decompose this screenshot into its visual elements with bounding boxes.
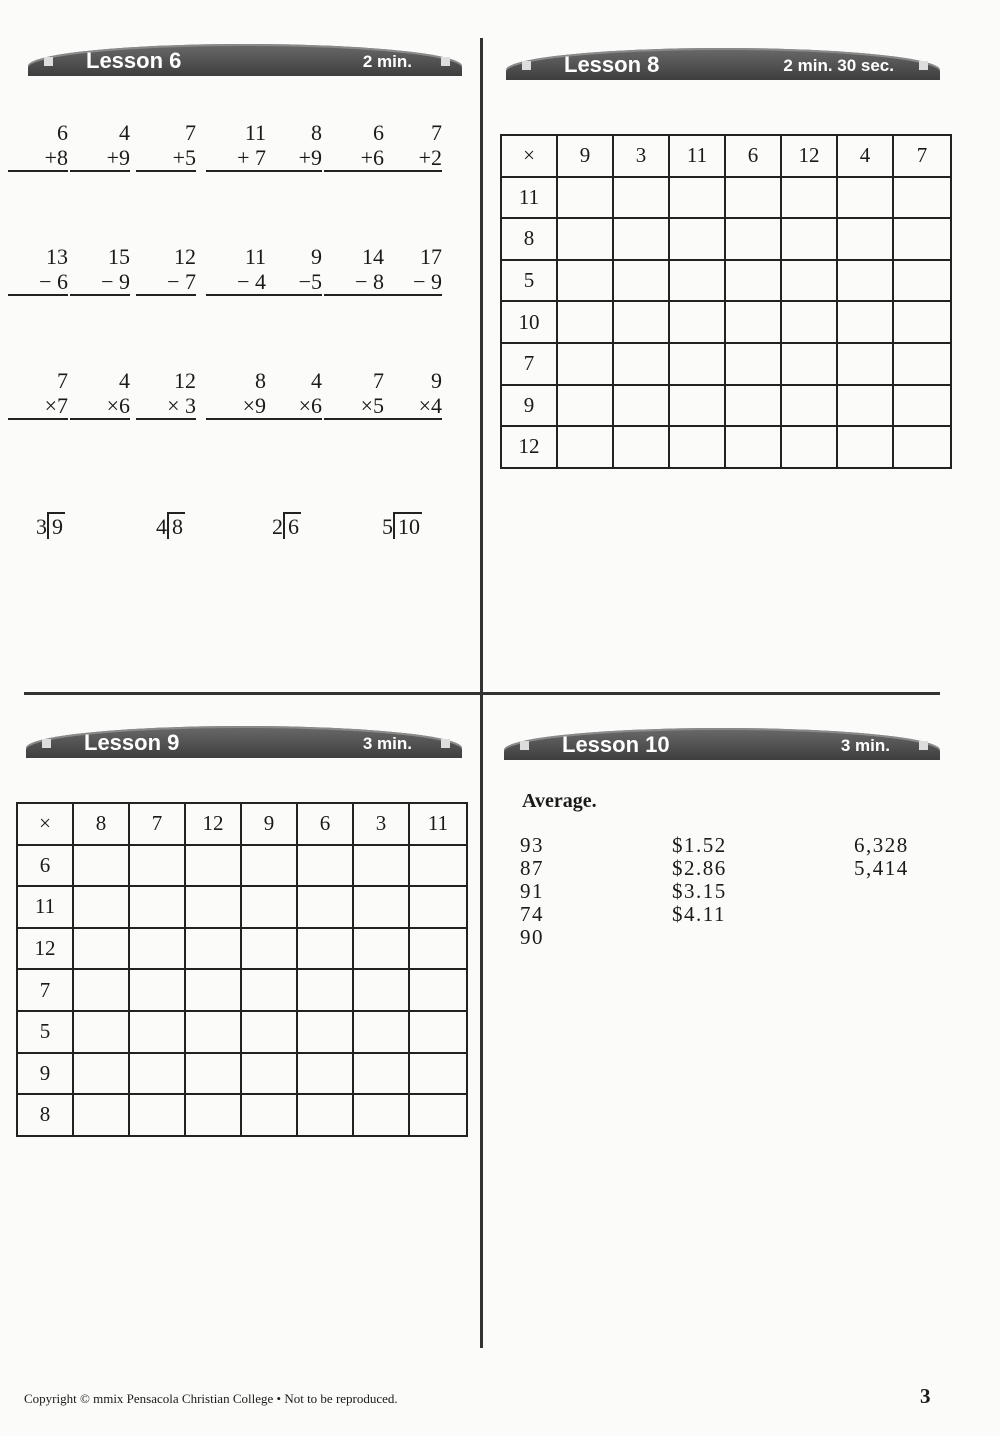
time-limit: 3 min. — [362, 734, 412, 753]
row-factor-cell: 12 — [501, 426, 557, 468]
problem-bottom-number: +8 — [8, 145, 68, 172]
column-factor-cell: 3 — [353, 803, 409, 845]
problem-bottom-number: + 7 — [206, 145, 266, 172]
answer-cell[interactable] — [893, 218, 951, 260]
addition-problem — [8, 120, 68, 172]
subtraction-problem — [136, 244, 196, 296]
column-factor-cell: 8 — [73, 803, 129, 845]
answer-cell[interactable] — [781, 385, 837, 427]
problem-top-number: 9 — [311, 244, 322, 269]
answer-cell[interactable] — [837, 343, 893, 385]
problem-bottom-number: −5 — [262, 269, 322, 296]
answer-cell[interactable] — [669, 177, 725, 219]
problem-top-number: 7 — [373, 368, 384, 393]
problem-top-number: 4 — [311, 368, 322, 393]
problem-bottom-number: − 8 — [324, 269, 384, 296]
grid-header-row — [17, 803, 467, 845]
problem-bottom-number: − 4 — [206, 269, 266, 296]
answer-cell[interactable] — [353, 1011, 409, 1053]
answer-cell[interactable] — [893, 177, 951, 219]
multiplication-problem — [136, 368, 196, 420]
answer-cell[interactable] — [669, 343, 725, 385]
answer-cell[interactable] — [409, 1053, 467, 1095]
problem-bottom-number: +5 — [136, 145, 196, 172]
multiplication-problem — [262, 368, 322, 420]
average-instruction: Average. — [522, 790, 597, 812]
row-factor-cell: 5 — [501, 260, 557, 302]
problem-top-number: 14 — [362, 244, 384, 269]
average-value: 6,328 — [854, 833, 909, 857]
column-factor-cell: 12 — [185, 803, 241, 845]
answer-cell[interactable] — [781, 301, 837, 343]
answer-cell[interactable] — [613, 426, 669, 468]
problem-top-number: 15 — [108, 244, 130, 269]
dividend: 8 — [167, 512, 185, 539]
row-factor-cell: 8 — [17, 1094, 73, 1136]
answer-cell[interactable] — [73, 969, 129, 1011]
problem-top-number: 8 — [255, 368, 266, 393]
row-factor-cell: 11 — [501, 177, 557, 219]
answer-cell[interactable] — [129, 886, 185, 928]
answer-cell[interactable] — [725, 177, 781, 219]
problem-top-number: 13 — [46, 244, 68, 269]
answer-cell[interactable] — [893, 343, 951, 385]
answer-cell[interactable] — [613, 260, 669, 302]
row-factor-cell: 7 — [17, 969, 73, 1011]
problem-top-number: 6 — [57, 120, 68, 145]
answer-cell[interactable] — [129, 928, 185, 970]
subtraction-problem — [70, 244, 130, 296]
answer-cell[interactable] — [781, 426, 837, 468]
answer-cell[interactable] — [613, 301, 669, 343]
answer-cell[interactable] — [557, 260, 613, 302]
average-set-3 — [854, 834, 909, 880]
answer-cell[interactable] — [185, 969, 241, 1011]
division-problem — [272, 514, 301, 540]
division-problem — [156, 514, 185, 540]
addition-problem — [262, 120, 322, 172]
grid-row — [17, 1053, 467, 1095]
answer-cell[interactable] — [669, 385, 725, 427]
subtraction-problem — [262, 244, 322, 296]
problem-top-number: 6 — [373, 120, 384, 145]
problem-bottom-number: +6 — [324, 145, 384, 172]
subtraction-problem — [206, 244, 266, 296]
column-factor-cell: 12 — [781, 135, 837, 177]
problem-bottom-number: +2 — [382, 145, 442, 172]
problem-bottom-number: − 7 — [136, 269, 196, 296]
lesson-8-banner — [506, 48, 940, 80]
row-factor-cell: 7 — [501, 343, 557, 385]
problem-top-number: 4 — [119, 120, 130, 145]
answer-cell[interactable] — [297, 886, 353, 928]
answer-cell[interactable] — [353, 886, 409, 928]
answer-cell[interactable] — [893, 385, 951, 427]
lesson-8-multiplication-grid — [500, 134, 952, 469]
average-value: 93 — [520, 833, 544, 857]
average-set-2 — [672, 834, 727, 926]
answer-cell[interactable] — [781, 177, 837, 219]
average-value: 5,414 — [854, 856, 909, 880]
square-bullet-icon — [44, 57, 53, 66]
answer-cell[interactable] — [185, 886, 241, 928]
square-bullet-icon — [919, 741, 928, 750]
answer-cell[interactable] — [837, 218, 893, 260]
addition-problem — [206, 120, 266, 172]
answer-cell[interactable] — [781, 218, 837, 260]
grid-row — [17, 845, 467, 887]
dividend: 9 — [47, 512, 65, 539]
problem-bottom-number: ×5 — [324, 393, 384, 420]
answer-cell[interactable] — [837, 177, 893, 219]
time-limit: 2 min. 30 sec. — [783, 56, 894, 75]
square-bullet-icon — [520, 741, 529, 750]
answer-cell[interactable] — [129, 969, 185, 1011]
answer-cell[interactable] — [409, 928, 467, 970]
problem-bottom-number: − 6 — [8, 269, 68, 296]
problem-top-number: 7 — [57, 368, 68, 393]
problem-top-number: 17 — [420, 244, 442, 269]
answer-cell[interactable] — [613, 343, 669, 385]
average-value: $1.52 — [672, 833, 727, 857]
answer-cell[interactable] — [669, 260, 725, 302]
column-factor-cell: 11 — [669, 135, 725, 177]
answer-cell[interactable] — [353, 969, 409, 1011]
answer-cell[interactable] — [409, 969, 467, 1011]
answer-cell[interactable] — [185, 1053, 241, 1095]
answer-cell[interactable] — [353, 845, 409, 887]
grid-row — [501, 426, 951, 468]
answer-cell[interactable] — [781, 260, 837, 302]
subtraction-problem — [324, 244, 384, 296]
times-sign-cell: × — [17, 803, 73, 845]
answer-cell[interactable] — [297, 1053, 353, 1095]
row-factor-cell: 9 — [17, 1053, 73, 1095]
answer-cell[interactable] — [129, 1011, 185, 1053]
problem-bottom-number: ×6 — [262, 393, 322, 420]
column-factor-cell: 6 — [725, 135, 781, 177]
divisor: 3 — [36, 514, 47, 539]
answer-cell[interactable] — [353, 1094, 409, 1136]
problem-top-number: 4 — [119, 368, 130, 393]
subtraction-problem — [8, 244, 68, 296]
answer-cell[interactable] — [297, 845, 353, 887]
column-factor-cell: 9 — [557, 135, 613, 177]
grid-row — [17, 886, 467, 928]
time-limit: 2 min. — [362, 52, 412, 71]
page-number: 3 — [920, 1384, 931, 1408]
answer-cell[interactable] — [837, 301, 893, 343]
average-value: 91 — [520, 879, 544, 903]
answer-cell[interactable] — [557, 343, 613, 385]
answer-cell[interactable] — [557, 426, 613, 468]
problem-bottom-number: − 9 — [70, 269, 130, 296]
answer-cell[interactable] — [725, 301, 781, 343]
row-factor-cell: 12 — [17, 928, 73, 970]
time-limit: 3 min. — [840, 736, 890, 755]
square-bullet-icon — [522, 61, 531, 70]
multiplication-problem — [206, 368, 266, 420]
problem-top-number: 11 — [244, 244, 266, 269]
column-factor-cell: 6 — [297, 803, 353, 845]
row-factor-cell: 5 — [17, 1011, 73, 1053]
multiplication-problem — [70, 368, 130, 420]
answer-cell[interactable] — [557, 301, 613, 343]
answer-cell[interactable] — [185, 928, 241, 970]
problem-bottom-number: ×6 — [70, 393, 130, 420]
answer-cell[interactable] — [409, 845, 467, 887]
answer-cell[interactable] — [893, 260, 951, 302]
addition-problem — [136, 120, 196, 172]
lesson-title: Lesson 10 — [562, 732, 670, 757]
average-value: 87 — [520, 856, 544, 880]
row-factor-cell: 8 — [501, 218, 557, 260]
answer-cell[interactable] — [893, 301, 951, 343]
answer-cell[interactable] — [73, 1053, 129, 1095]
column-factor-cell: 9 — [241, 803, 297, 845]
average-value: 90 — [520, 925, 544, 949]
square-bullet-icon — [42, 739, 51, 748]
lesson-title: Lesson 8 — [564, 52, 660, 77]
addition-problem — [382, 120, 442, 172]
column-factor-cell: 4 — [837, 135, 893, 177]
answer-cell[interactable] — [297, 1094, 353, 1136]
grid-row — [501, 218, 951, 260]
answer-cell[interactable] — [725, 343, 781, 385]
horizontal-divider — [24, 692, 940, 695]
dividend: 6 — [283, 512, 301, 539]
dividend: 10 — [393, 512, 422, 539]
answer-cell[interactable] — [73, 1094, 129, 1136]
answer-cell[interactable] — [781, 343, 837, 385]
column-factor-cell: 7 — [129, 803, 185, 845]
answer-cell[interactable] — [725, 260, 781, 302]
row-factor-cell: 9 — [501, 385, 557, 427]
problem-bottom-number: +9 — [70, 145, 130, 172]
answer-cell[interactable] — [837, 260, 893, 302]
lesson-6-banner — [28, 44, 462, 76]
copyright-notice: Copyright © mmix Pensacola Christian College • Not to be reproduced. — [24, 1391, 398, 1406]
answer-cell[interactable] — [129, 1053, 185, 1095]
problem-top-number: 7 — [185, 120, 196, 145]
square-bullet-icon — [441, 739, 450, 748]
problem-top-number: 8 — [311, 120, 322, 145]
grid-row — [17, 928, 467, 970]
answer-cell[interactable] — [129, 1094, 185, 1136]
divisor: 4 — [156, 514, 167, 539]
column-factor-cell: 7 — [893, 135, 951, 177]
answer-cell[interactable] — [73, 928, 129, 970]
answer-cell[interactable] — [613, 218, 669, 260]
problem-bottom-number: ×7 — [8, 393, 68, 420]
addition-problem — [324, 120, 384, 172]
answer-cell[interactable] — [241, 969, 297, 1011]
multiplication-problem — [324, 368, 384, 420]
answer-cell[interactable] — [613, 385, 669, 427]
answer-cell[interactable] — [73, 1011, 129, 1053]
average-value: $4.11 — [672, 902, 726, 926]
answer-cell[interactable] — [185, 1094, 241, 1136]
answer-cell[interactable] — [409, 1094, 467, 1136]
problem-top-number: 7 — [431, 120, 442, 145]
answer-cell[interactable] — [669, 218, 725, 260]
lesson-10-banner — [504, 728, 940, 760]
square-bullet-icon — [441, 57, 450, 66]
answer-cell[interactable] — [725, 385, 781, 427]
division-problem — [382, 514, 422, 540]
answer-cell[interactable] — [185, 1011, 241, 1053]
answer-cell[interactable] — [409, 1011, 467, 1053]
answer-cell[interactable] — [669, 301, 725, 343]
divisor: 2 — [272, 514, 283, 539]
average-set-1 — [520, 834, 544, 949]
multiplication-problem — [8, 368, 68, 420]
problem-bottom-number: ×4 — [382, 393, 442, 420]
column-factor-cell: 11 — [409, 803, 467, 845]
answer-cell[interactable] — [241, 1094, 297, 1136]
answer-cell[interactable] — [297, 969, 353, 1011]
answer-cell[interactable] — [725, 218, 781, 260]
average-value: $3.15 — [672, 879, 727, 903]
answer-cell[interactable] — [353, 928, 409, 970]
answer-cell[interactable] — [557, 218, 613, 260]
problem-top-number: 12 — [174, 368, 196, 393]
problem-top-number: 12 — [174, 244, 196, 269]
grid-row — [501, 343, 951, 385]
problem-bottom-number: ×9 — [206, 393, 266, 420]
answer-cell[interactable] — [241, 845, 297, 887]
column-factor-cell: 3 — [613, 135, 669, 177]
problem-bottom-number: − 9 — [382, 269, 442, 296]
row-factor-cell: 10 — [501, 301, 557, 343]
answer-cell[interactable] — [725, 426, 781, 468]
problem-bottom-number: × 3 — [136, 393, 196, 420]
answer-cell[interactable] — [557, 177, 613, 219]
answer-cell[interactable] — [297, 928, 353, 970]
answer-cell[interactable] — [893, 426, 951, 468]
answer-cell[interactable] — [613, 177, 669, 219]
average-value: $2.86 — [672, 856, 727, 880]
answer-cell[interactable] — [241, 1053, 297, 1095]
grid-header-row — [501, 135, 951, 177]
answer-cell[interactable] — [837, 385, 893, 427]
row-factor-cell: 6 — [17, 845, 73, 887]
problem-top-number: 9 — [431, 368, 442, 393]
answer-cell[interactable] — [669, 426, 725, 468]
answer-cell[interactable] — [241, 1011, 297, 1053]
lesson-title: Lesson 6 — [86, 48, 182, 73]
square-bullet-icon — [919, 61, 928, 70]
answer-cell[interactable] — [353, 1053, 409, 1095]
grid-row — [17, 1011, 467, 1053]
answer-cell[interactable] — [129, 845, 185, 887]
answer-cell[interactable] — [73, 845, 129, 887]
grid-row — [501, 260, 951, 302]
divisor: 5 — [382, 514, 393, 539]
answer-cell[interactable] — [557, 385, 613, 427]
average-value: 74 — [520, 902, 544, 926]
grid-row — [501, 177, 951, 219]
answer-cell[interactable] — [297, 1011, 353, 1053]
answer-cell[interactable] — [409, 886, 467, 928]
lesson-9-multiplication-grid — [16, 802, 468, 1137]
grid-row — [17, 1094, 467, 1136]
row-factor-cell: 11 — [17, 886, 73, 928]
lesson-title: Lesson 9 — [84, 730, 180, 755]
answer-cell[interactable] — [241, 886, 297, 928]
problem-top-number: 11 — [244, 120, 266, 145]
answer-cell[interactable] — [185, 845, 241, 887]
grid-row — [501, 301, 951, 343]
grid-row — [501, 385, 951, 427]
division-problem — [36, 514, 65, 540]
answer-cell[interactable] — [837, 426, 893, 468]
grid-row — [17, 969, 467, 1011]
lesson-9-banner — [26, 726, 462, 758]
times-sign-cell: × — [501, 135, 557, 177]
answer-cell[interactable] — [73, 886, 129, 928]
answer-cell[interactable] — [241, 928, 297, 970]
multiplication-problem — [382, 368, 442, 420]
addition-problem — [70, 120, 130, 172]
problem-bottom-number: +9 — [262, 145, 322, 172]
subtraction-problem — [382, 244, 442, 296]
